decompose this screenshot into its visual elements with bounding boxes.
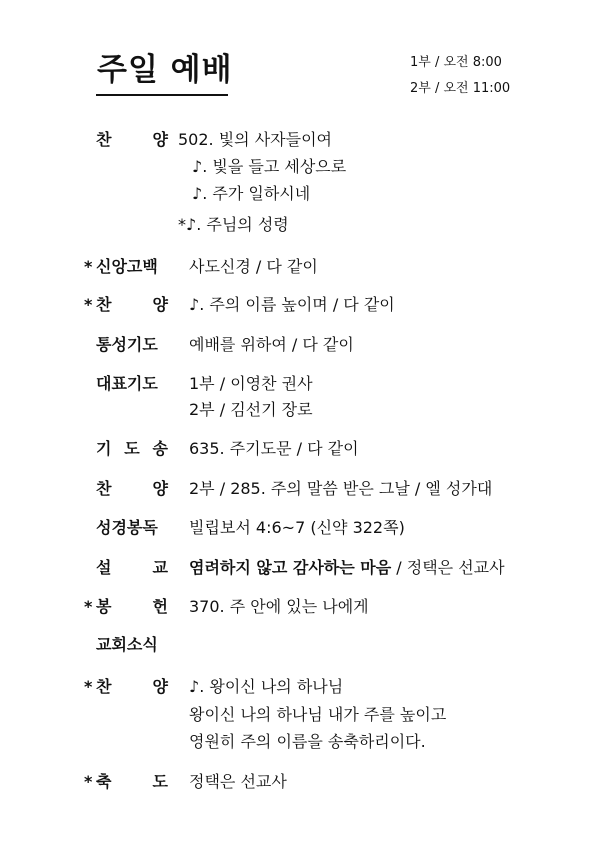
- label-creed: * 신앙고백: [84, 257, 158, 276]
- offering-text: 370. 주 안에 있는 나에게: [189, 597, 369, 616]
- sermon-preacher: / 정택은 선교사: [391, 558, 505, 577]
- label-hymn-3: * 찬 양: [84, 677, 168, 696]
- page-title: 주일 예배: [97, 52, 233, 88]
- hymn-1-line-3: ♪. 주가 일하시네: [192, 184, 311, 203]
- label-hymn-1: 찬 양: [96, 130, 168, 149]
- hymn-2-text: ♪. 주의 이름 높이며 / 다 같이: [189, 295, 395, 314]
- hymn-3-line-2: 왕이신 나의 하나님 내가 주를 높이고: [189, 705, 447, 724]
- label-benediction: * 축 도: [84, 772, 168, 791]
- prayer-song-text: 635. 주기도문 / 다 같이: [189, 439, 359, 458]
- choir-text: 2부 / 285. 주의 말씀 받은 그날 / 엘 성가대: [189, 479, 493, 498]
- benediction-text: 정택은 선교사: [189, 772, 287, 791]
- service-time-2: 2부 / 오전 11:00: [410, 81, 511, 96]
- joint-prayer-text: 예배를 위하여 / 다 같이: [189, 335, 354, 354]
- label-sermon: 설 교: [96, 558, 168, 577]
- hymn-3-line-1: ♪. 왕이신 나의 하나님: [189, 677, 344, 696]
- hymn-3-line-3: 영원히 주의 이름을 송축하리이다.: [189, 732, 426, 751]
- sermon-title: 염려하지 않고 감사하는 마음: [189, 558, 392, 577]
- label-choir: 찬 양: [96, 479, 168, 498]
- creed-text: 사도신경 / 다 같이: [189, 257, 318, 276]
- hymn-1-line-2: ♪. 빛을 들고 세상으로: [192, 157, 347, 176]
- service-time-1: 1부 / 오전 8:00: [410, 55, 502, 70]
- label-joint-prayer: 통성기도: [96, 335, 158, 354]
- label-scripture: 성경봉독: [96, 518, 158, 537]
- label-representative-prayer: 대표기도: [96, 374, 158, 393]
- label-church-news: 교회소식: [96, 635, 158, 654]
- rep-prayer-line-1: 1부 / 이영찬 권사: [189, 374, 313, 393]
- label-prayer-song: 기 도 송: [96, 439, 168, 458]
- rep-prayer-line-2: 2부 / 김선기 장로: [189, 400, 313, 419]
- label-offering: * 봉 헌: [84, 597, 168, 616]
- label-hymn-2: * 찬 양: [84, 295, 168, 314]
- hymn-1-line-4: *♪. 주님의 성령: [178, 215, 289, 234]
- scripture-text: 빌립보서 4:6~7 (신약 322쪽): [189, 518, 405, 537]
- service-times: [410, 50, 510, 102]
- title-underline: [96, 94, 228, 96]
- sermon-text: [189, 556, 505, 580]
- hymn-1-line-1: 502. 빛의 사자들이여: [178, 130, 332, 149]
